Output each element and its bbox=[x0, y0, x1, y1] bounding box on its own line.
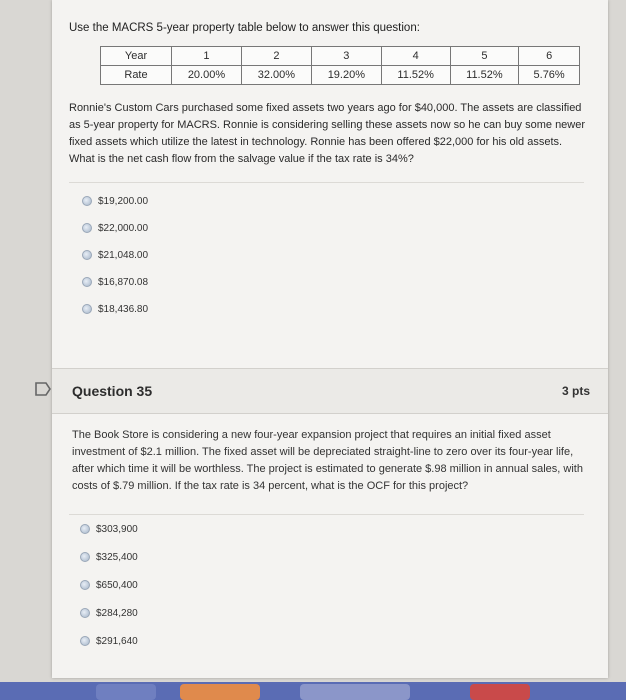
answer-option[interactable] bbox=[82, 304, 148, 315]
radio-icon[interactable] bbox=[82, 250, 92, 260]
answer-option[interactable] bbox=[82, 277, 148, 288]
rate-cell: 11.52% bbox=[450, 66, 519, 85]
rate-cell: 11.52% bbox=[381, 66, 450, 85]
question-instructions: Use the MACRS 5-year property table below to answer this question: bbox=[69, 22, 420, 34]
taskbar-app[interactable] bbox=[470, 684, 530, 700]
radio-icon[interactable] bbox=[82, 277, 92, 287]
macrs-table bbox=[100, 46, 580, 85]
quiz-page bbox=[52, 0, 608, 678]
radio-icon[interactable] bbox=[82, 304, 92, 314]
macrs-rate-row bbox=[101, 66, 580, 85]
rate-cell: 5.76% bbox=[519, 66, 580, 85]
answer-label: $291,640 bbox=[96, 636, 138, 647]
rate-cell: 20.00% bbox=[172, 66, 242, 85]
answer-label: $650,400 bbox=[96, 580, 138, 591]
answer-option[interactable] bbox=[82, 250, 148, 261]
answer-label: $22,000.00 bbox=[98, 223, 149, 234]
rate-cell: 19.20% bbox=[311, 66, 381, 85]
radio-icon[interactable] bbox=[80, 552, 90, 562]
question-title: Question 35 bbox=[72, 383, 153, 399]
answer-option[interactable] bbox=[80, 580, 138, 591]
divider bbox=[69, 182, 584, 183]
radio-icon[interactable] bbox=[80, 608, 90, 618]
year-cell: 2 bbox=[241, 47, 311, 66]
question-text: The Book Store is considering a new four-year expansion project that requires an initial fixed asset investment of $2.1 million. The fixed asset will be depreciated straight-line to zero over its four-year life, after which time it will be worthless. The project is estimated to generate $.98 million in annual sales, with costs of $.79 million. If the tax rate is 34 percent, what is the OCF for this project? bbox=[72, 429, 583, 492]
radio-icon[interactable] bbox=[82, 223, 92, 233]
question-text: Ronnie's Custom Cars purchased some fixed assets two years ago for $40,000. The assets are classified as 5-year property for MACRS. Ronnie is considering selling these assets now so he can buy some newer fixed assets which utilize the latest in technology. Ronnie has been offered $22,000 for his old assets. What is the net cash flow from the salvage value if the tax rate is 34%? bbox=[69, 102, 586, 165]
year-cell: 6 bbox=[519, 47, 580, 66]
taskbar-app[interactable] bbox=[300, 684, 410, 700]
answer-option[interactable] bbox=[80, 552, 138, 563]
year-cell: 1 bbox=[172, 47, 242, 66]
year-label: Year bbox=[101, 47, 172, 66]
answer-option[interactable] bbox=[82, 196, 148, 207]
answer-label: $303,900 bbox=[96, 524, 138, 535]
answer-label: $284,280 bbox=[96, 608, 138, 619]
answer-option[interactable] bbox=[80, 524, 138, 535]
answer-option[interactable] bbox=[80, 608, 138, 619]
answer-label: $18,436.80 bbox=[98, 304, 149, 315]
taskbar bbox=[0, 682, 626, 700]
answer-label: $325,400 bbox=[96, 552, 138, 563]
answer-option[interactable] bbox=[82, 223, 148, 234]
divider bbox=[69, 514, 584, 515]
year-cell: 3 bbox=[311, 47, 381, 66]
year-cell: 5 bbox=[450, 47, 519, 66]
rate-label: Rate bbox=[101, 66, 172, 85]
taskbar-app[interactable] bbox=[180, 684, 260, 700]
question-header bbox=[52, 368, 608, 414]
macrs-year-row bbox=[101, 47, 580, 66]
radio-icon[interactable] bbox=[80, 580, 90, 590]
rate-cell: 32.00% bbox=[241, 66, 311, 85]
radio-icon[interactable] bbox=[82, 196, 92, 206]
answer-option[interactable] bbox=[80, 636, 138, 647]
answer-label: $21,048.00 bbox=[98, 250, 149, 261]
radio-icon[interactable] bbox=[80, 524, 90, 534]
radio-icon[interactable] bbox=[80, 636, 90, 646]
year-cell: 4 bbox=[381, 47, 450, 66]
answer-label: $19,200.00 bbox=[98, 196, 149, 207]
flag-question-icon[interactable] bbox=[34, 382, 52, 396]
taskbar-app[interactable] bbox=[96, 684, 156, 700]
question-points: 3 pts bbox=[561, 384, 590, 398]
answer-label: $16,870.08 bbox=[98, 277, 149, 288]
